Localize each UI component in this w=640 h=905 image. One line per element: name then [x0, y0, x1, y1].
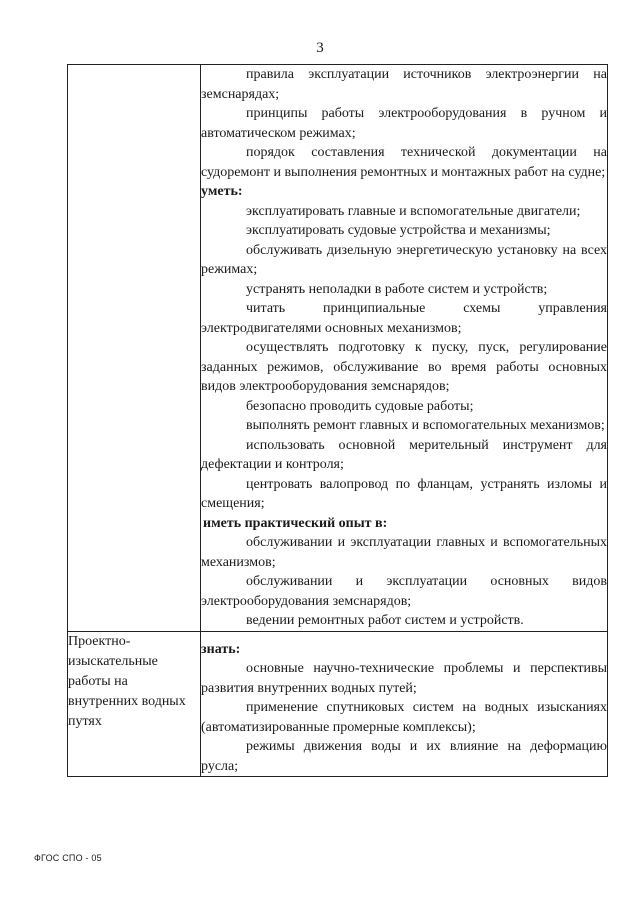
- requirement-item: обслуживании и эксплуатации основных видов электрооборудования земснарядов;: [201, 574, 607, 609]
- requirement-item: основные научно-технические проблемы и перспективы развития внутренних водных путей;: [201, 661, 607, 696]
- table-row: [68, 65, 608, 632]
- section-heading: уметь:: [201, 184, 243, 199]
- footer-label: ФГОС СПО - 05: [34, 853, 102, 863]
- competency-table: [67, 64, 608, 777]
- requirement-item: осуществлять подготовку к пуску, пуск, регулирование заданных режимов, обслуживание во время работы основных видов электрооборудования земснарядов;: [201, 340, 607, 394]
- requirement-item: использовать основной мерительный инструмент для дефектации и контроля;: [201, 437, 607, 472]
- requirements-cell: [201, 65, 608, 632]
- requirement-item: эксплуатировать судовые устройства и механизмы;: [246, 223, 551, 238]
- requirement-item: безопасно проводить судовые работы;: [246, 398, 474, 414]
- requirements-cell: [201, 631, 608, 777]
- discipline-cell: [68, 65, 201, 632]
- requirement-item: читать принципиальные схемы управления электродвигателями основных механизмов;: [201, 301, 607, 336]
- requirement-item: принципы работы электрооборудования в ручном и автоматическом режимах;: [201, 106, 607, 141]
- requirement-item: выполнять ремонт главных и вспомогательных механизмов;: [246, 418, 605, 433]
- requirement-item: применение спутниковых систем на водных изысканиях (автоматизированные промерные комплексы);: [201, 700, 607, 735]
- requirement-item: обслуживать дизельную энергетическую установку на всех режимах;: [201, 242, 607, 277]
- table-row: [68, 631, 608, 777]
- section-heading: иметь практический опыт в:: [203, 515, 388, 531]
- requirement-item: эксплуатировать главные и вспомогательные двигатели;: [246, 203, 581, 219]
- requirement-item: ведении ремонтных работ систем и устройств.: [246, 613, 524, 628]
- discipline-cell: Проектно-изыскательные работы на внутренних водных путях: [68, 631, 201, 777]
- page-number: 3: [316, 40, 324, 56]
- requirement-item: устранять неполадки в работе систем и устройств;: [246, 281, 548, 297]
- requirement-item: центровать валопровод по фланцам, устранять изломы и смещения;: [201, 476, 607, 511]
- requirement-item: порядок составления технической документации на судоремонт и выполнения ремонтных и монтажных работ на судне;: [201, 145, 607, 180]
- requirement-item: обслуживании и эксплуатации главных и вспомогательных механизмов;: [201, 535, 607, 570]
- requirement-item: режимы движения воды и их влияние на деформацию русла;: [201, 739, 607, 774]
- section-heading: знать:: [201, 641, 241, 657]
- requirement-item: правила эксплуатации источников электроэнергии на земснарядах;: [201, 67, 607, 102]
